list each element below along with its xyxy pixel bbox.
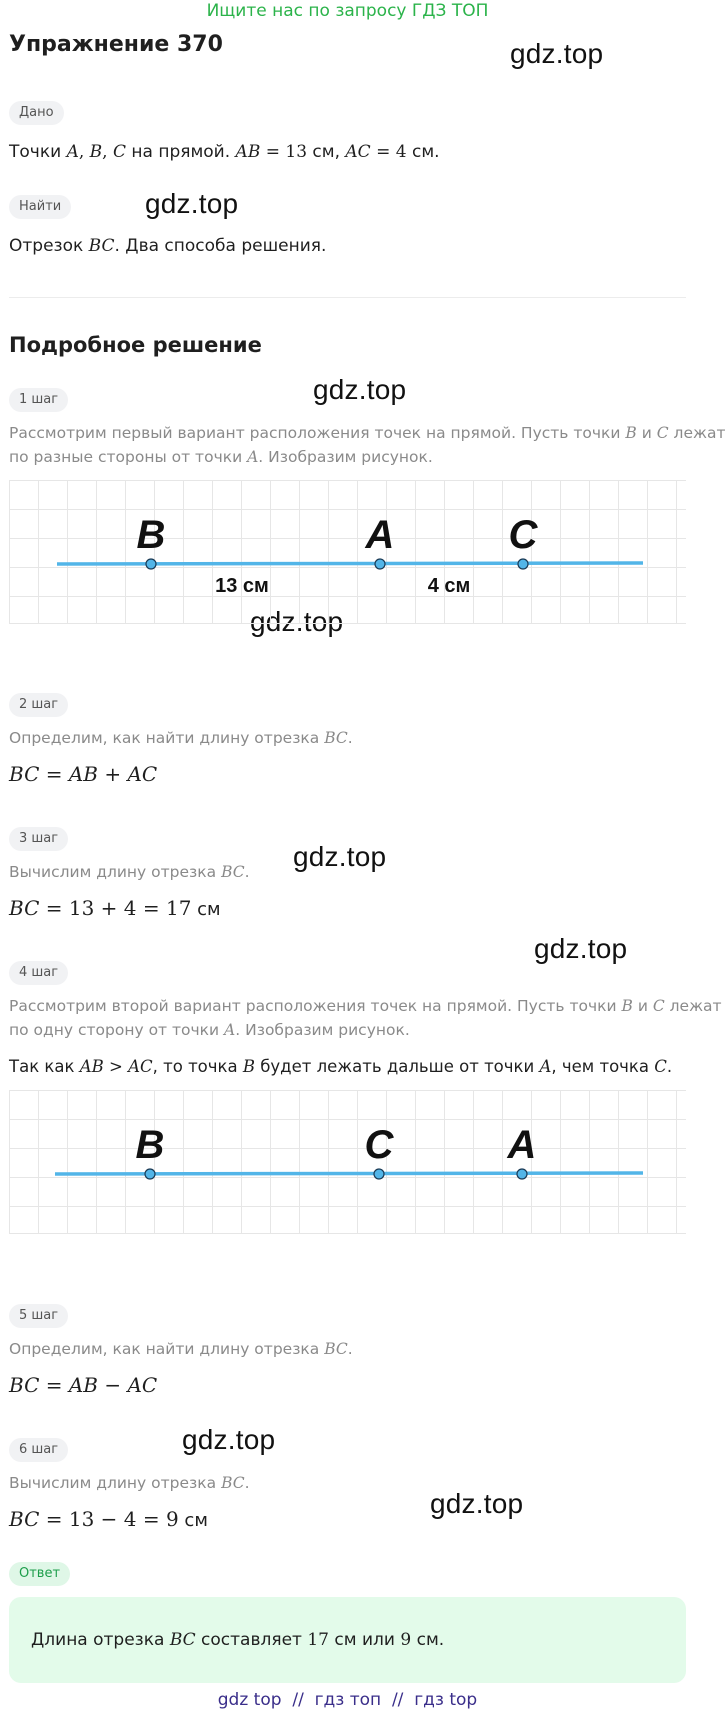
answer-text: Длина отрезка BC составляет 17 см или 9 см. xyxy=(31,1630,445,1650)
line xyxy=(55,1173,643,1174)
label-c: C xyxy=(508,513,538,557)
point-b xyxy=(145,1169,155,1179)
solution-title: Подробное решение xyxy=(9,333,262,357)
step-badge: 1 шаг xyxy=(9,388,68,412)
segment-label-ac: 4 см xyxy=(427,575,471,597)
label-a: A xyxy=(365,513,395,557)
formula: BC = 13 + 4 = 17 см xyxy=(9,896,221,920)
point-c xyxy=(374,1169,384,1179)
step-badge: 5 шаг xyxy=(9,1304,68,1328)
watermark: gdz.top xyxy=(293,841,387,872)
divider xyxy=(9,297,686,298)
step-badge: 2 шаг xyxy=(9,693,68,717)
step-text: Рассмотрим второй вариант расположения точек на прямой. Пусть точки B и C лежат xyxy=(9,997,722,1015)
segment-label-ba: 13 см xyxy=(215,575,269,597)
line xyxy=(57,563,643,564)
grid xyxy=(9,1090,686,1234)
formula: BC = 13 − 4 = 9 см xyxy=(9,1507,208,1531)
step-text: Вычислим длину отрезка BC. xyxy=(9,863,250,881)
step-text: Рассмотрим первый вариант расположения точек на прямой. Пусть точки B и C лежат xyxy=(9,424,725,442)
step-badge: 4 шаг xyxy=(9,961,68,985)
given-badge: Дано xyxy=(9,101,64,125)
step-text: Вычислим длину отрезка BC. xyxy=(9,1474,250,1492)
label-b: B xyxy=(136,513,166,557)
search-banner[interactable]: Ищите нас по запросу ГДЗ ТОП xyxy=(206,1,489,21)
label-c: C xyxy=(364,1123,394,1167)
exercise-title: Упражнение 370 xyxy=(9,32,223,57)
step-text: Определим, как найти длину отрезка BC. xyxy=(9,1340,353,1358)
find-badge: Найти xyxy=(9,195,71,219)
step-text: по одну сторону от точки A. Изобразим рисунок. xyxy=(9,1021,410,1039)
figure-line-bac xyxy=(9,480,686,624)
find-text: Отрезок BC. Два способа решения. xyxy=(9,236,327,256)
step-text: по разные стороны от точки A. Изобразим рисунок. xyxy=(9,448,433,466)
watermark: gdz.top xyxy=(250,606,344,637)
footer-links[interactable]: gdz top // гдз топ // гдз top xyxy=(217,1690,478,1710)
watermark: gdz.top xyxy=(510,38,604,69)
grid xyxy=(9,480,686,624)
figure-line-bca xyxy=(9,1090,686,1234)
step-badge: 3 шаг xyxy=(9,827,68,851)
formula: BC = AB + AC xyxy=(9,762,158,786)
label-b: B xyxy=(135,1123,165,1167)
point-a xyxy=(517,1169,527,1179)
step-badge: 6 шаг xyxy=(9,1438,68,1462)
step-text: Определим, как найти длину отрезка BC. xyxy=(9,729,353,747)
point-c xyxy=(518,559,528,569)
watermark: gdz.top xyxy=(313,374,407,405)
watermark: gdz.top xyxy=(430,1488,524,1519)
watermark: gdz.top xyxy=(145,188,239,219)
step-text: Так как AB > AC, то точка B будет лежать дальше от точки A, чем точка C. xyxy=(9,1057,673,1076)
point-b xyxy=(146,559,156,569)
formula: BC = AB − AC xyxy=(9,1373,158,1397)
point-a xyxy=(375,559,385,569)
watermark: gdz.top xyxy=(534,933,628,964)
given-text: Точки A, B, C на прямой. AB = 13 см, AC = 4 см. xyxy=(9,142,440,162)
watermark: gdz.top xyxy=(182,1424,276,1455)
answer-badge: Ответ xyxy=(9,1562,70,1586)
label-a: A xyxy=(507,1123,537,1167)
